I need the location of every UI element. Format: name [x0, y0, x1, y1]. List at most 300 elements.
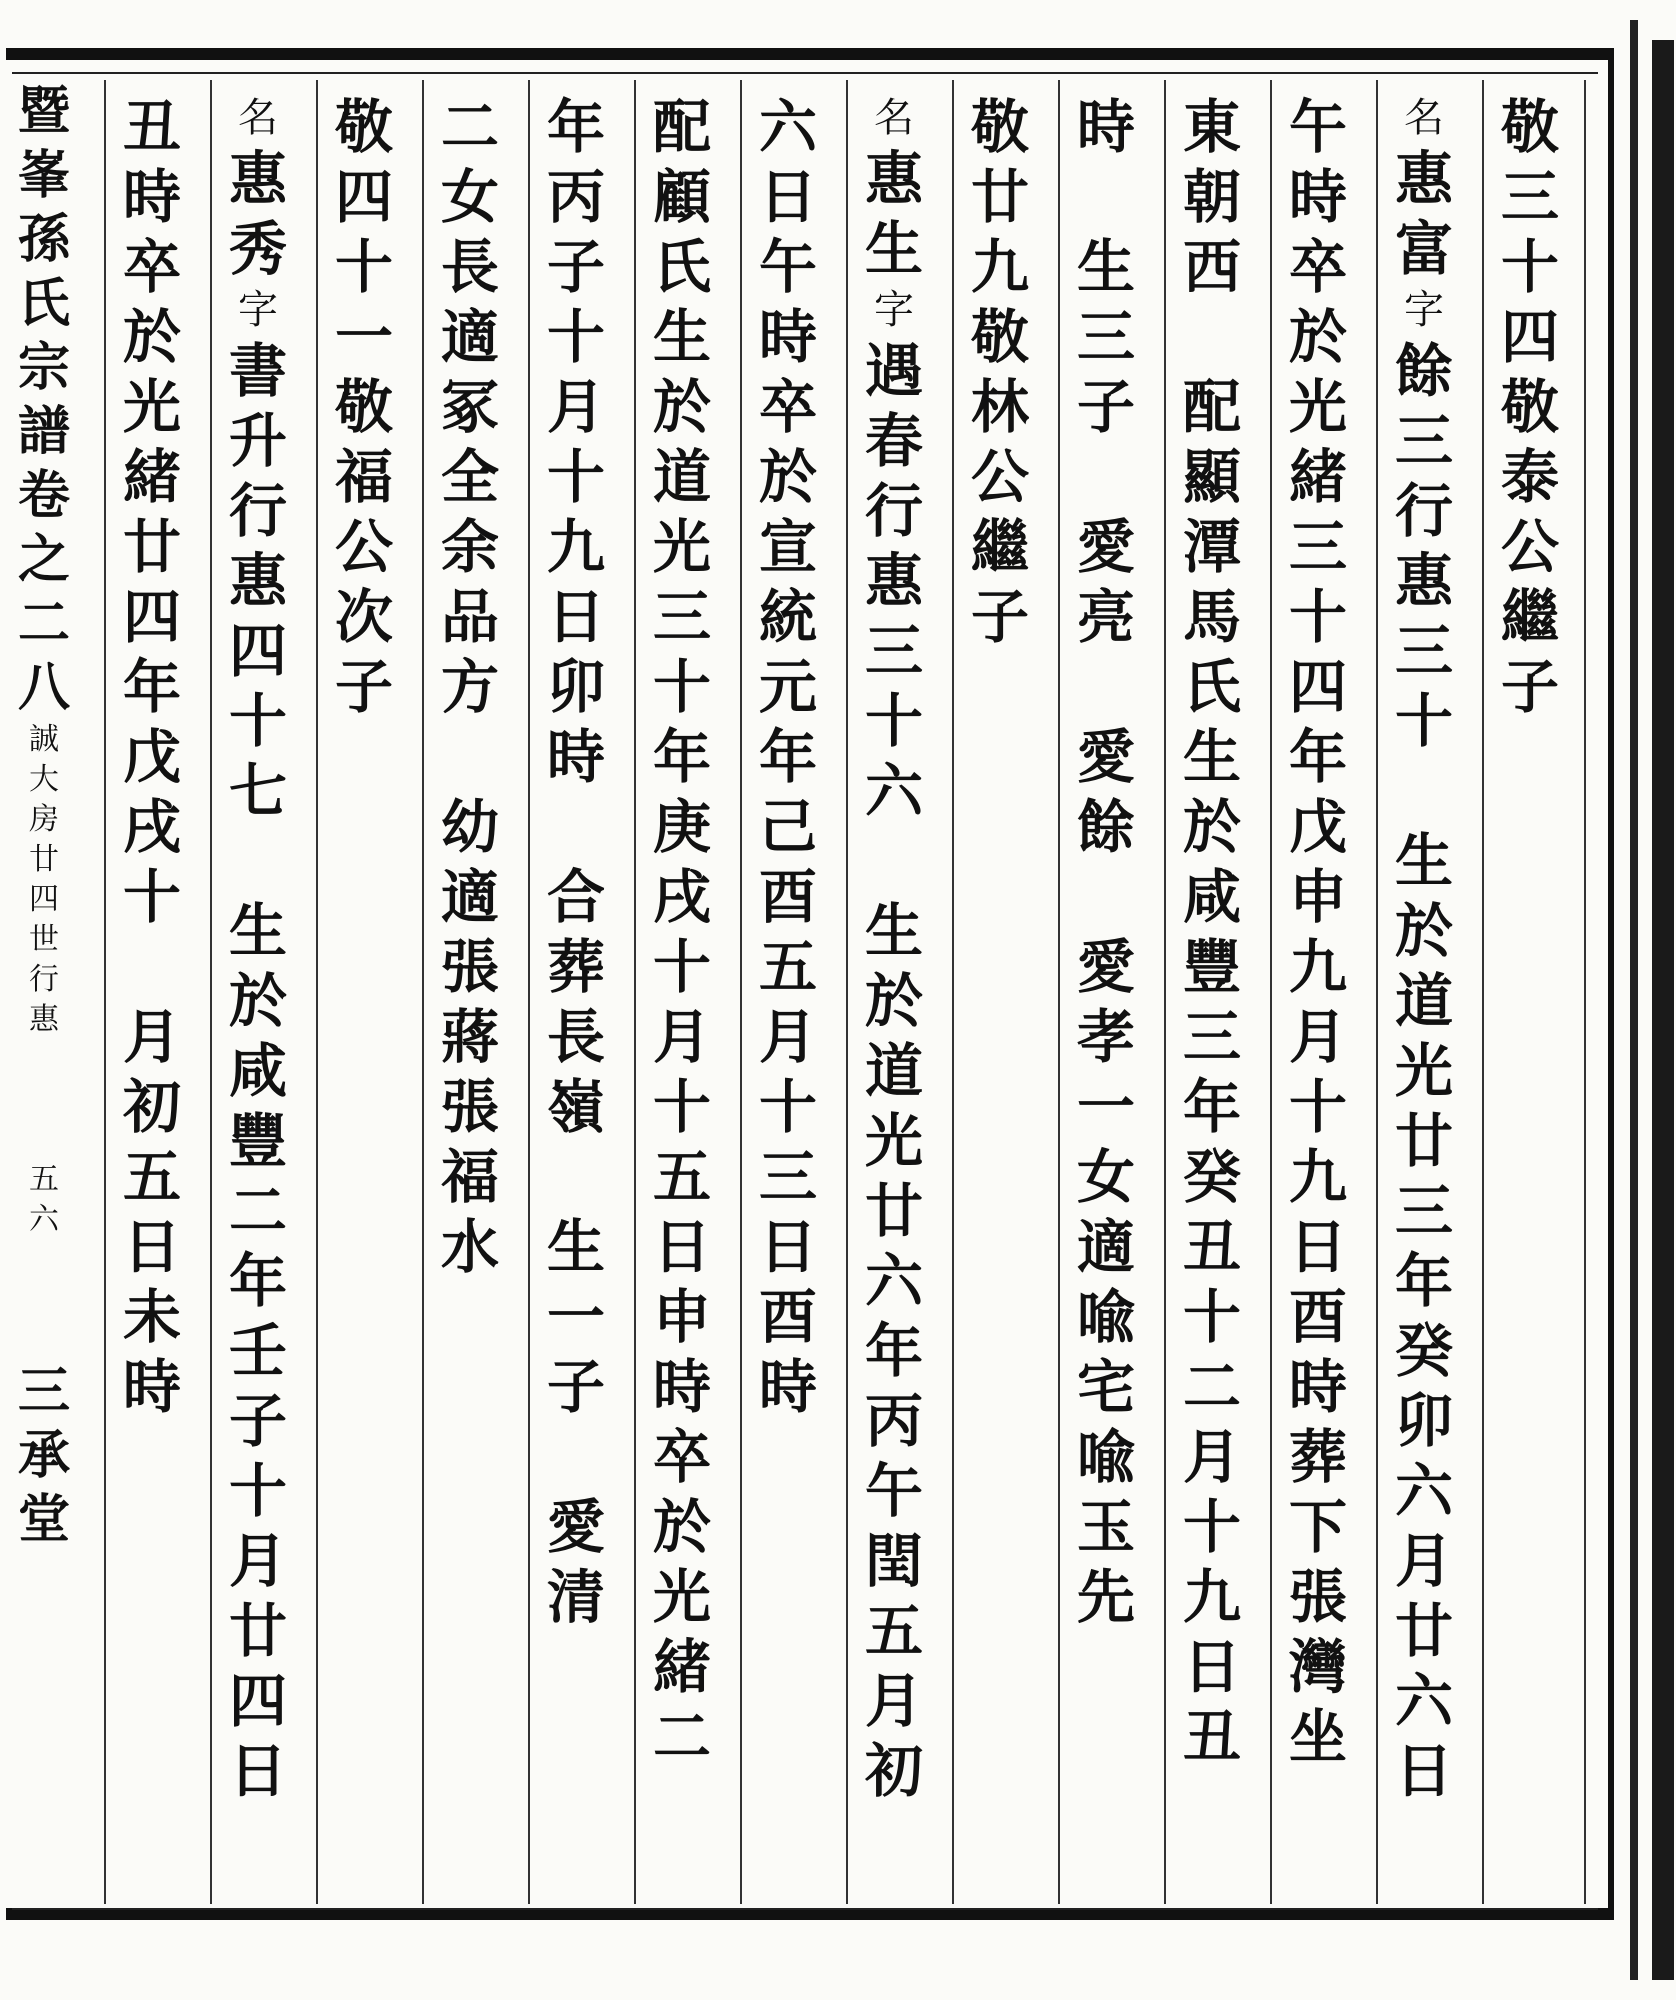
column-char: 於 [1288, 303, 1347, 371]
spine-char: 譜 [17, 401, 70, 462]
column-char: 餘 [1394, 337, 1453, 405]
column-char: 清 [546, 1563, 605, 1631]
column-spacer [1056, 652, 1156, 722]
column-char: 時 [122, 163, 181, 231]
column-char: 十 [758, 1073, 817, 1141]
column-char: 日 [546, 583, 605, 651]
column-char: 卯 [546, 653, 605, 721]
column-char: 公 [334, 513, 393, 581]
column-char: 七 [228, 757, 287, 825]
spine-char: 宗 [17, 337, 70, 398]
column-char: 於 [864, 967, 923, 1035]
column-spacer [102, 932, 202, 1002]
column-char: 年 [1182, 1073, 1241, 1141]
column-char: 十 [1182, 1493, 1241, 1561]
text-column-5 [1056, 92, 1156, 1902]
column-char: 水 [440, 1213, 499, 1281]
spine-volume [18, 464, 70, 720]
column-char: 緒 [122, 443, 181, 511]
column-char: 十 [1288, 1073, 1347, 1141]
column-char: 孝 [1076, 1003, 1135, 1071]
column-char: 顯 [1182, 443, 1241, 511]
page-edge-line [1630, 20, 1638, 1980]
column-char: 敬 [970, 93, 1029, 161]
column-char: 九 [1288, 933, 1347, 1001]
column-char: 十 [1394, 687, 1453, 755]
column-char: 十 [228, 1457, 287, 1525]
column-char: 二 [1182, 1353, 1241, 1421]
column-char: 書 [228, 337, 287, 405]
column-char: 十 [1288, 583, 1347, 651]
spine-char: 六 [29, 1202, 59, 1237]
column-char: 惠 [1394, 145, 1453, 213]
text-column-14 [102, 92, 202, 1902]
column-char: 升 [228, 407, 287, 475]
column-char: 繼 [970, 513, 1029, 581]
column-char: 豐 [1182, 933, 1241, 1001]
column-char: 喩 [1076, 1283, 1135, 1351]
column-char: 十 [864, 687, 923, 755]
column-char: 月 [652, 1003, 711, 1071]
column-char: 日 [652, 1213, 711, 1281]
text-column-1 [1480, 92, 1580, 1902]
column-char: 名 [874, 95, 914, 141]
column-char: 戊 [1288, 793, 1347, 861]
column-char: 生 [1182, 723, 1241, 791]
column-char: 冢 [440, 373, 499, 441]
column-char: 宣 [758, 513, 817, 581]
column-char: 午 [758, 233, 817, 301]
spine-char: 之 [17, 529, 70, 590]
column-char: 九 [1182, 1563, 1241, 1631]
column-char: 未 [122, 1283, 181, 1351]
column-char: 日 [1394, 1737, 1453, 1805]
column-char: 十 [228, 687, 287, 755]
spine-char: 峯 [17, 145, 70, 206]
column-char: 丑 [1182, 1213, 1241, 1281]
column-char: 月 [1182, 1423, 1241, 1491]
column-char: 公 [970, 443, 1029, 511]
column-char: 子 [546, 1353, 605, 1421]
text-column-9 [632, 92, 732, 1902]
text-column-2 [1374, 92, 1474, 1902]
column-char: 敬 [970, 303, 1029, 371]
column-char: 咸 [228, 1037, 287, 1105]
column-char: 氏 [652, 233, 711, 301]
column-spacer [208, 826, 308, 896]
column-char: 葬 [1288, 1423, 1347, 1491]
column-char: 緒 [652, 1633, 711, 1701]
column-char: 申 [1288, 863, 1347, 931]
column-char: 惠 [864, 547, 923, 615]
column-char: 年 [1288, 723, 1347, 791]
spine-char: 堂 [17, 1489, 70, 1550]
column-char: 惠 [864, 145, 923, 213]
column-char: 丙 [864, 1387, 923, 1455]
column-char: 於 [1394, 897, 1453, 965]
column-char: 張 [440, 1073, 499, 1141]
column-char: 四 [1288, 653, 1347, 721]
column-char: 時 [122, 1353, 181, 1421]
column-char: 咸 [1182, 863, 1241, 931]
text-column-12 [314, 92, 414, 1902]
column-char: 月 [758, 1003, 817, 1071]
column-char: 於 [652, 1493, 711, 1561]
column-char: 林 [970, 373, 1029, 441]
column-char: 先 [1076, 1563, 1135, 1631]
column-char: 余 [440, 513, 499, 581]
column-char: 朝 [1182, 163, 1241, 231]
column-char: 生 [1076, 233, 1135, 301]
column-char: 初 [122, 1073, 181, 1141]
column-char: 二 [652, 1703, 711, 1771]
spine-margin [12, 80, 76, 1904]
column-char: 行 [1394, 477, 1453, 545]
column-char: 豐 [228, 1107, 287, 1175]
column-char: 時 [1288, 1353, 1347, 1421]
column-char: 光 [864, 1107, 923, 1175]
column-char: 愛 [546, 1493, 605, 1561]
column-char: 四 [334, 163, 393, 231]
column-char: 顧 [652, 163, 711, 231]
column-char: 道 [864, 1037, 923, 1105]
column-char: 閏 [864, 1527, 923, 1595]
spine-char: 廿 [29, 842, 59, 877]
text-column-4 [1162, 92, 1262, 1902]
column-char: 於 [122, 303, 181, 371]
column-char: 十 [652, 933, 711, 1001]
column-char: 卒 [1288, 233, 1347, 301]
column-char: 六 [758, 93, 817, 161]
column-char: 卒 [652, 1423, 711, 1491]
column-char: 喩 [1076, 1423, 1135, 1491]
column-char: 蔣 [440, 1003, 499, 1071]
column-char: 時 [1288, 163, 1347, 231]
column-char: 灣 [1288, 1633, 1347, 1701]
column-char: 愛 [1076, 513, 1135, 581]
column-char: 合 [546, 863, 605, 931]
column-char: 九 [546, 513, 605, 581]
column-char: 適 [440, 303, 499, 371]
column-char: 坐 [1288, 1703, 1347, 1771]
column-char: 氏 [1182, 653, 1241, 721]
column-char: 行 [228, 477, 287, 545]
column-spacer [1056, 162, 1156, 232]
column-char: 十 [652, 1073, 711, 1141]
column-char: 月 [228, 1527, 287, 1595]
column-char: 子 [334, 653, 393, 721]
column-char: 日 [758, 1213, 817, 1281]
column-char: 敬 [1500, 373, 1559, 441]
column-char: 馬 [1182, 583, 1241, 651]
spine-char: 大 [29, 762, 59, 797]
spine-char: 世 [29, 922, 59, 957]
spine-char: 氏 [17, 273, 70, 334]
column-char: 全 [440, 443, 499, 511]
text-column-8 [738, 92, 838, 1902]
column-char: 時 [758, 1353, 817, 1421]
column-char: 六 [1394, 1667, 1453, 1735]
column-char: 癸 [1182, 1143, 1241, 1211]
text-column-11 [420, 92, 520, 1902]
column-char: 丙 [546, 163, 605, 231]
column-char: 日 [1288, 1213, 1347, 1281]
column-char: 四 [228, 1667, 287, 1735]
column-rule [1584, 80, 1586, 1904]
column-char: 戊 [122, 723, 181, 791]
spine-char: 房 [29, 802, 59, 837]
column-char: 下 [1288, 1493, 1347, 1561]
spine-char: 承 [17, 1425, 70, 1486]
column-char: 十 [546, 303, 605, 371]
column-char: 光 [1394, 1037, 1453, 1105]
column-char: 字 [874, 287, 914, 333]
column-char: 餘 [1076, 793, 1135, 861]
column-char: 公 [1500, 513, 1559, 581]
column-char: 午 [864, 1457, 923, 1525]
column-char: 月 [864, 1667, 923, 1735]
spine-char: 暨 [17, 81, 70, 142]
spine-branch [29, 720, 59, 1040]
column-char: 生 [1394, 827, 1453, 895]
column-spacer [1056, 862, 1156, 932]
column-char: 廿 [1394, 1107, 1453, 1175]
column-char: 道 [652, 443, 711, 511]
column-char: 字 [238, 287, 278, 333]
column-char: 品 [440, 583, 499, 651]
column-char: 五 [864, 1597, 923, 1665]
column-char: 三 [1394, 407, 1453, 475]
text-column-7 [844, 92, 944, 1902]
spine-page-number [29, 1160, 59, 1240]
column-char: 葬 [546, 933, 605, 1001]
column-char: 於 [228, 967, 287, 1035]
column-char: 一 [334, 303, 393, 371]
column-char: 時 [758, 303, 817, 371]
column-char: 光 [122, 373, 181, 441]
column-char: 日 [122, 1213, 181, 1281]
column-char: 日 [228, 1737, 287, 1805]
column-char: 子 [1076, 373, 1135, 441]
column-char: 申 [652, 1283, 711, 1351]
column-char: 丑 [1182, 1703, 1241, 1771]
column-char: 子 [546, 233, 605, 301]
column-char: 愛 [1076, 723, 1135, 791]
column-char: 女 [1076, 1143, 1135, 1211]
column-char: 宅 [1076, 1353, 1135, 1421]
column-char: 惠 [228, 547, 287, 615]
text-column-10 [526, 92, 626, 1902]
text-column-13 [208, 92, 308, 1902]
column-char: 午 [1288, 93, 1347, 161]
column-char: 亮 [1076, 583, 1135, 651]
text-column-3 [1268, 92, 1368, 1902]
column-char: 十 [652, 653, 711, 721]
column-char: 於 [758, 443, 817, 511]
column-char: 日 [758, 163, 817, 231]
column-char: 玉 [1076, 1493, 1135, 1561]
column-char: 庚 [652, 793, 711, 861]
column-char: 月 [546, 373, 605, 441]
column-char: 十 [1500, 233, 1559, 301]
column-char: 年 [758, 723, 817, 791]
column-char: 生 [652, 303, 711, 371]
column-char: 秀 [228, 215, 287, 283]
column-char: 一 [1076, 1073, 1135, 1141]
column-char: 配 [1182, 373, 1241, 441]
column-char: 丑 [122, 93, 181, 161]
column-char: 酉 [758, 1283, 817, 1351]
column-spacer [1374, 756, 1474, 826]
column-char: 惠 [1394, 547, 1453, 615]
spine-char: 誠 [29, 722, 59, 757]
spine-char: 行 [29, 962, 59, 997]
column-char: 光 [652, 1563, 711, 1631]
column-char: 字 [1404, 287, 1444, 333]
column-char: 次 [334, 583, 393, 651]
column-char: 十 [122, 863, 181, 931]
spine-char: 孫 [17, 209, 70, 270]
column-char: 月 [122, 1003, 181, 1071]
column-char: 己 [758, 793, 817, 861]
column-char: 敬 [334, 93, 393, 161]
column-char: 年 [652, 723, 711, 791]
column-char: 緒 [1288, 443, 1347, 511]
column-char: 潭 [1182, 513, 1241, 581]
column-char: 子 [970, 583, 1029, 651]
column-char: 三 [1394, 617, 1453, 685]
text-column-6 [950, 92, 1050, 1902]
column-char: 二 [228, 1177, 287, 1245]
column-char: 三 [864, 617, 923, 685]
column-char: 適 [1076, 1213, 1135, 1281]
column-char: 卯 [1394, 1387, 1453, 1455]
spine-char: 三 [17, 1361, 70, 1422]
column-char: 三 [652, 583, 711, 651]
column-char: 長 [546, 1003, 605, 1071]
column-char: 年 [546, 93, 605, 161]
column-char: 繼 [1500, 583, 1559, 651]
column-char: 統 [758, 583, 817, 651]
column-char: 廿 [970, 163, 1029, 231]
column-char: 戌 [122, 793, 181, 861]
spine-char: 二 [17, 593, 70, 654]
column-char: 泰 [1500, 443, 1559, 511]
column-char: 三 [1500, 163, 1559, 231]
spine-title [18, 80, 70, 464]
column-spacer [526, 792, 626, 862]
spine-char: 四 [29, 882, 59, 917]
column-char: 子 [228, 1387, 287, 1455]
column-spacer [844, 826, 944, 896]
column-char: 女 [440, 163, 499, 231]
column-char: 名 [1404, 95, 1444, 141]
column-char: 三 [758, 1143, 817, 1211]
column-char: 西 [1182, 233, 1241, 301]
column-char: 月 [1288, 1003, 1347, 1071]
column-char: 十 [1182, 1283, 1241, 1351]
column-char: 初 [864, 1737, 923, 1805]
column-char: 福 [440, 1143, 499, 1211]
column-char: 光 [652, 513, 711, 581]
column-char: 卒 [758, 373, 817, 441]
column-spacer [526, 1142, 626, 1212]
column-char: 方 [440, 653, 499, 721]
column-char: 嶺 [546, 1073, 605, 1141]
column-char: 行 [864, 477, 923, 545]
column-char: 三 [1394, 1177, 1453, 1245]
column-char: 酉 [1288, 1283, 1347, 1351]
column-spacer [420, 722, 520, 792]
column-char: 時 [546, 723, 605, 791]
column-char: 六 [864, 757, 923, 825]
column-char: 長 [440, 233, 499, 301]
column-char: 敬 [334, 373, 393, 441]
column-char: 名 [238, 95, 278, 141]
column-char: 一 [546, 1283, 605, 1351]
column-char: 四 [1500, 303, 1559, 371]
column-char: 五 [652, 1143, 711, 1211]
column-char: 生 [228, 897, 287, 965]
column-char: 道 [1394, 967, 1453, 1035]
column-char: 於 [1182, 793, 1241, 861]
column-char: 六 [1394, 1457, 1453, 1525]
column-char: 遇 [864, 337, 923, 405]
column-char: 張 [440, 933, 499, 1001]
column-char: 三 [1182, 1003, 1241, 1071]
column-char: 二 [440, 93, 499, 161]
column-char: 卒 [122, 233, 181, 301]
column-char: 廿 [122, 513, 181, 581]
column-char: 年 [864, 1317, 923, 1385]
column-char: 於 [652, 373, 711, 441]
column-char: 子 [1500, 653, 1559, 721]
column-char: 年 [228, 1247, 287, 1315]
column-char: 東 [1182, 93, 1241, 161]
column-char: 五 [758, 933, 817, 1001]
column-char: 三 [1076, 303, 1135, 371]
spine-char: 五 [29, 1162, 59, 1197]
spine-char: 卷 [17, 465, 70, 526]
column-char: 九 [1288, 1143, 1347, 1211]
column-char: 時 [652, 1353, 711, 1421]
column-char: 張 [1288, 1563, 1347, 1631]
column-char: 年 [1394, 1247, 1453, 1315]
column-char: 戌 [652, 863, 711, 931]
column-char: 十 [546, 443, 605, 511]
column-char: 日 [1182, 1633, 1241, 1701]
column-char: 時 [1076, 93, 1135, 161]
column-char: 廿 [228, 1597, 287, 1665]
column-char: 幼 [440, 793, 499, 861]
column-char: 六 [864, 1247, 923, 1315]
column-char: 配 [652, 93, 711, 161]
column-char: 生 [546, 1213, 605, 1281]
column-char: 四 [122, 583, 181, 651]
column-char: 九 [970, 233, 1029, 301]
column-char: 敬 [1500, 93, 1559, 161]
column-char: 福 [334, 443, 393, 511]
column-char: 生 [864, 215, 923, 283]
column-char: 元 [758, 653, 817, 721]
page-edge-shadow [1652, 40, 1674, 1980]
column-char: 五 [122, 1143, 181, 1211]
column-char: 壬 [228, 1317, 287, 1385]
column-char: 四 [228, 617, 287, 685]
column-char: 癸 [1394, 1317, 1453, 1385]
column-char: 光 [1288, 373, 1347, 441]
column-char: 三 [1288, 513, 1347, 581]
